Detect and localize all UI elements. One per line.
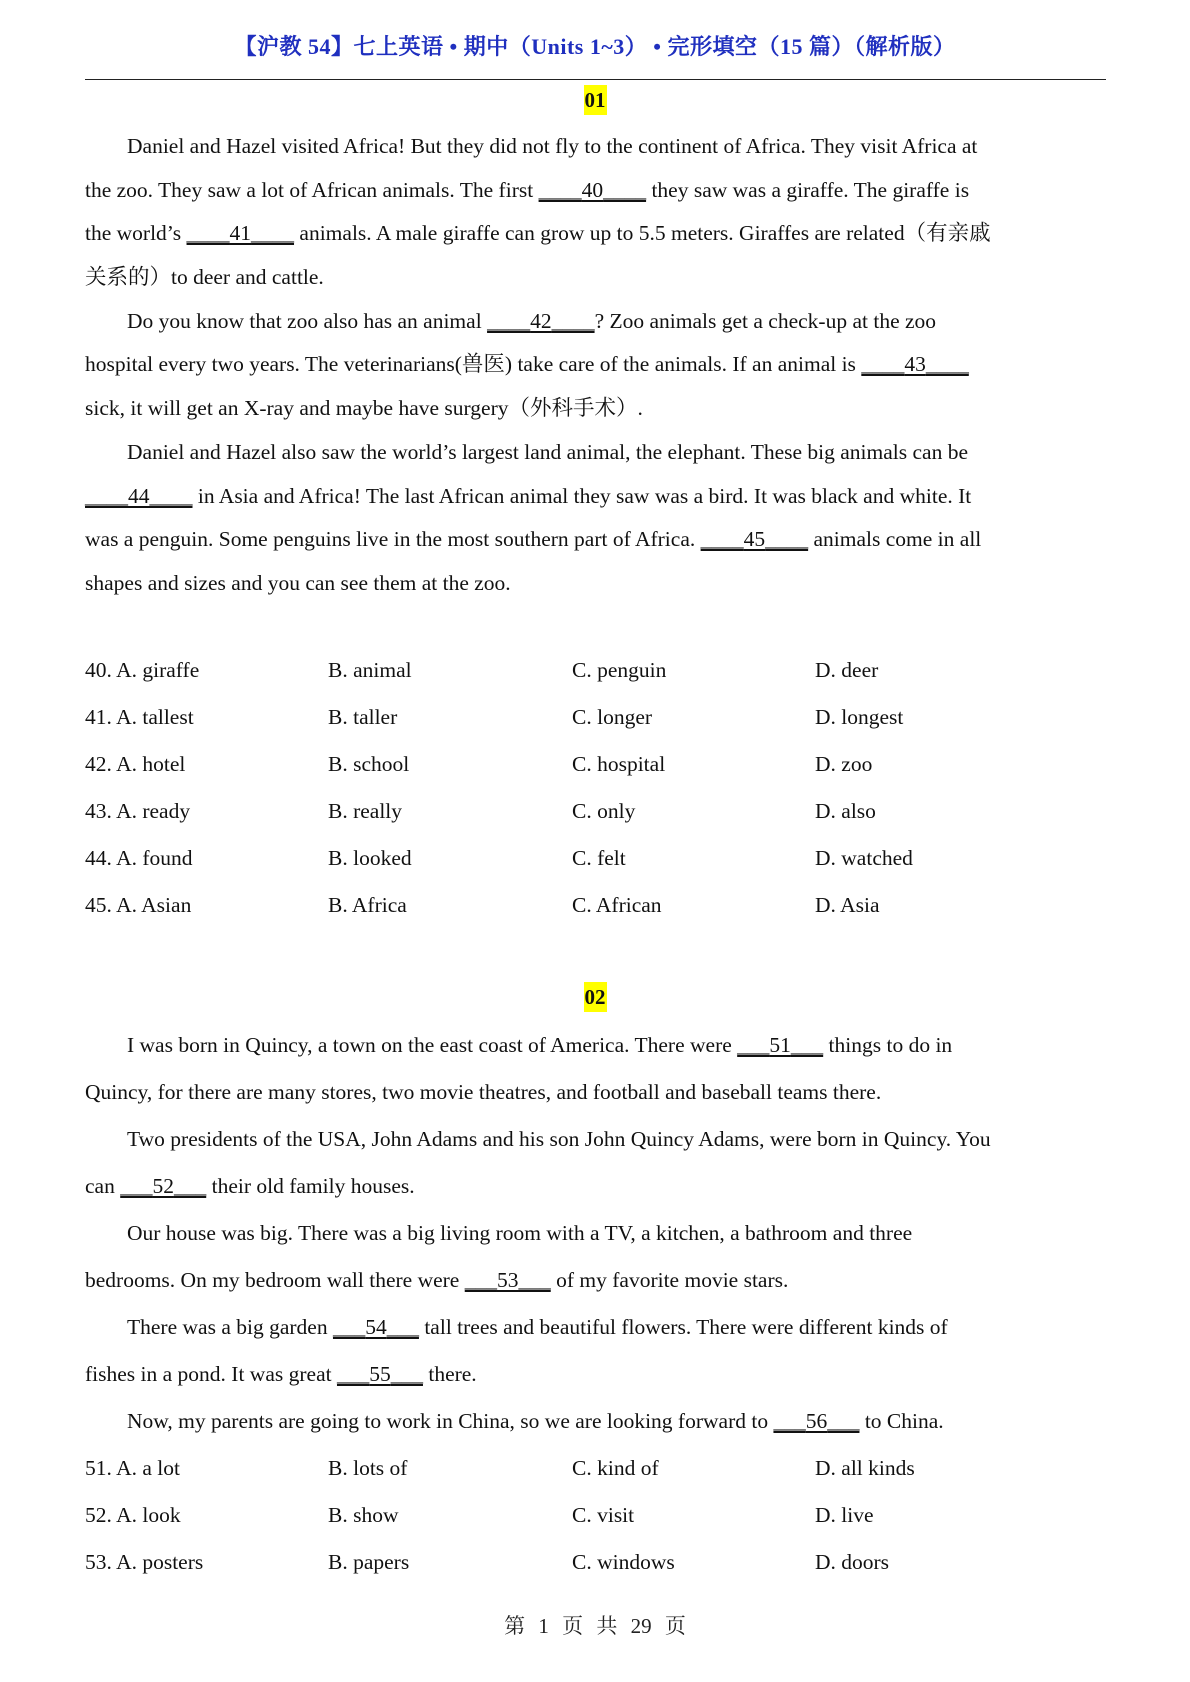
option-choice: C. visit xyxy=(572,1503,635,1527)
option-row xyxy=(85,1453,1085,1483)
option-choice: 43. A. ready xyxy=(85,799,191,823)
passage-text: in Asia and Africa! The last African animal they saw was a bird. It was black and white. It xyxy=(192,484,972,508)
passage-text: to China. xyxy=(859,1409,944,1433)
option-row xyxy=(85,655,1085,685)
passage-text: I was born in Quincy, a town on the east coast of America. There were xyxy=(127,1033,738,1057)
option-choice: 40. A. giraffe xyxy=(85,658,200,682)
option-choice: B. Africa xyxy=(328,893,407,917)
option-choice: D. live xyxy=(815,1503,874,1527)
option-choice: D. longest xyxy=(815,705,904,729)
blank-54: ___54___ xyxy=(332,1315,419,1339)
blank-51: ___51___ xyxy=(737,1033,824,1057)
passage-text: the world’s xyxy=(85,221,187,245)
blank-40: ____40____ xyxy=(538,178,647,202)
blank-53: ___53___ xyxy=(464,1268,551,1292)
option-choice: B. animal xyxy=(328,658,412,682)
option-choice: 53. A. posters xyxy=(85,1550,204,1574)
passage-text: they saw was a giraffe. The giraffe is xyxy=(646,178,970,202)
passage-line: Quincy, for there are many stores, two movie theatres, and football and baseball teams there. xyxy=(85,1080,882,1104)
blank-43: ____43____ xyxy=(861,352,969,376)
passage-line xyxy=(127,306,1152,336)
option-choice: B. taller xyxy=(328,705,398,729)
passage-text: was a penguin. Some penguins live in the most southern part of Africa. xyxy=(85,527,701,551)
passage-line xyxy=(127,1030,1152,1060)
option-choice: 52. A. look xyxy=(85,1503,181,1527)
passage-line xyxy=(85,218,1110,248)
option-row xyxy=(85,890,1085,920)
option-choice: D. all kinds xyxy=(815,1456,915,1480)
option-choice: B. show xyxy=(328,1503,399,1527)
header-rule xyxy=(85,79,1106,80)
option-choice: C. kind of xyxy=(572,1456,659,1480)
passage-line: Daniel and Hazel visited Africa! But they did not fly to the continent of Africa. They visit Africa at xyxy=(127,134,978,158)
option-choice: B. school xyxy=(328,752,410,776)
passage-line xyxy=(85,1265,1110,1295)
passage-text: Do you know that zoo also has an animal xyxy=(127,309,488,333)
option-choice: C. only xyxy=(572,799,636,823)
passage-line: sick, it will get an X-ray and maybe have surgery（外科手术）. xyxy=(85,396,643,420)
option-choice: C. hospital xyxy=(572,752,666,776)
option-row xyxy=(85,796,1085,826)
passage-line xyxy=(127,1312,1152,1342)
passage-text: animals. A male giraffe can grow up to 5.5 meters. Giraffes are related（有亲戚 xyxy=(294,221,991,245)
option-choice: 41. A. tallest xyxy=(85,705,194,729)
option-row xyxy=(85,1500,1085,1530)
section-number xyxy=(0,985,1190,1010)
option-choice: D. Asia xyxy=(815,893,880,917)
passage-line: Daniel and Hazel also saw the world’s largest land animal, the elephant. These big animals can be xyxy=(127,440,969,464)
option-choice: B. looked xyxy=(328,846,412,870)
page-footer: 第 1 页 共 29 页 xyxy=(504,1614,686,1638)
option-choice: C. African xyxy=(572,893,662,917)
option-choice: C. longer xyxy=(572,705,653,729)
passage-text: tall trees and beautiful flowers. There were different kinds of xyxy=(418,1315,948,1339)
passage-text: of my favorite movie stars. xyxy=(550,1268,789,1292)
passage-text: their old family houses. xyxy=(206,1174,415,1198)
blank-42: ____42____ xyxy=(487,309,595,333)
passage-text: Now, my parents are going to work in China, so we are looking forward to xyxy=(127,1409,774,1433)
passage-text: can xyxy=(85,1174,121,1198)
passage-line: 关系的）to deer and cattle. xyxy=(85,265,324,289)
passage-line: Our house was big. There was a big living room with a TV, a kitchen, a bathroom and three xyxy=(127,1221,913,1245)
option-row xyxy=(85,702,1085,732)
passage-text: hospital every two years. The veterinarians(兽医) take care of the animals. If an animal is xyxy=(85,352,862,376)
blank-55: ___55___ xyxy=(336,1362,423,1386)
passage-text: things to do in xyxy=(823,1033,953,1057)
passage-line: Two presidents of the USA, John Adams and his son John Quincy Adams, were born in Quincy. You xyxy=(127,1127,991,1151)
option-choice: C. felt xyxy=(572,846,626,870)
passage-line xyxy=(85,524,1110,554)
option-choice: D. deer xyxy=(815,658,879,682)
passage-text: ? Zoo animals get a check-up at the zoo xyxy=(594,309,937,333)
option-choice: D. doors xyxy=(815,1550,890,1574)
option-choice: C. windows xyxy=(572,1550,675,1574)
blank-56: ___56___ xyxy=(773,1409,860,1433)
option-choice: B. lots of xyxy=(328,1456,408,1480)
option-choice: D. also xyxy=(815,799,876,823)
page-title: 【沪教 54】七上英语 • 期中（Units 1~3） • 完形填空（15 篇）（解析版） xyxy=(234,34,956,59)
blank-41: ____41____ xyxy=(186,221,295,245)
passage-text: There was a big garden xyxy=(127,1315,333,1339)
option-choice: D. zoo xyxy=(815,752,873,776)
option-row xyxy=(85,843,1085,873)
passage-line xyxy=(85,1171,1110,1201)
passage-text: the zoo. They saw a lot of African animals. The first xyxy=(85,178,539,202)
passage-text: animals come in all xyxy=(808,527,982,551)
passage-text: bedrooms. On my bedroom wall there were xyxy=(85,1268,465,1292)
option-choice: B. papers xyxy=(328,1550,410,1574)
passage-line xyxy=(85,481,1110,511)
passage-line xyxy=(85,175,1110,205)
section-badge: 02 xyxy=(584,982,607,1012)
blank-45: ____45____ xyxy=(700,527,809,551)
option-choice: 42. A. hotel xyxy=(85,752,186,776)
blank-44: ____44____ xyxy=(85,484,193,508)
option-choice: 44. A. found xyxy=(85,846,193,870)
passage-line xyxy=(127,1406,1152,1436)
passage-text: fishes in a pond. It was great xyxy=(85,1362,337,1386)
section-number xyxy=(0,88,1190,113)
option-choice: 45. A. Asian xyxy=(85,893,192,917)
option-row xyxy=(85,1547,1085,1577)
passage-line xyxy=(85,349,1110,379)
passage-line: shapes and sizes and you can see them at the zoo. xyxy=(85,571,511,595)
option-choice: D. watched xyxy=(815,846,913,870)
passage-text: there. xyxy=(422,1362,477,1386)
option-choice: C. penguin xyxy=(572,658,667,682)
blank-52: ___52___ xyxy=(120,1174,207,1198)
option-choice: 51. A. a lot xyxy=(85,1456,180,1480)
option-choice: B. really xyxy=(328,799,403,823)
passage-line xyxy=(85,1359,1110,1389)
section-badge: 01 xyxy=(584,85,607,115)
option-row xyxy=(85,749,1085,779)
